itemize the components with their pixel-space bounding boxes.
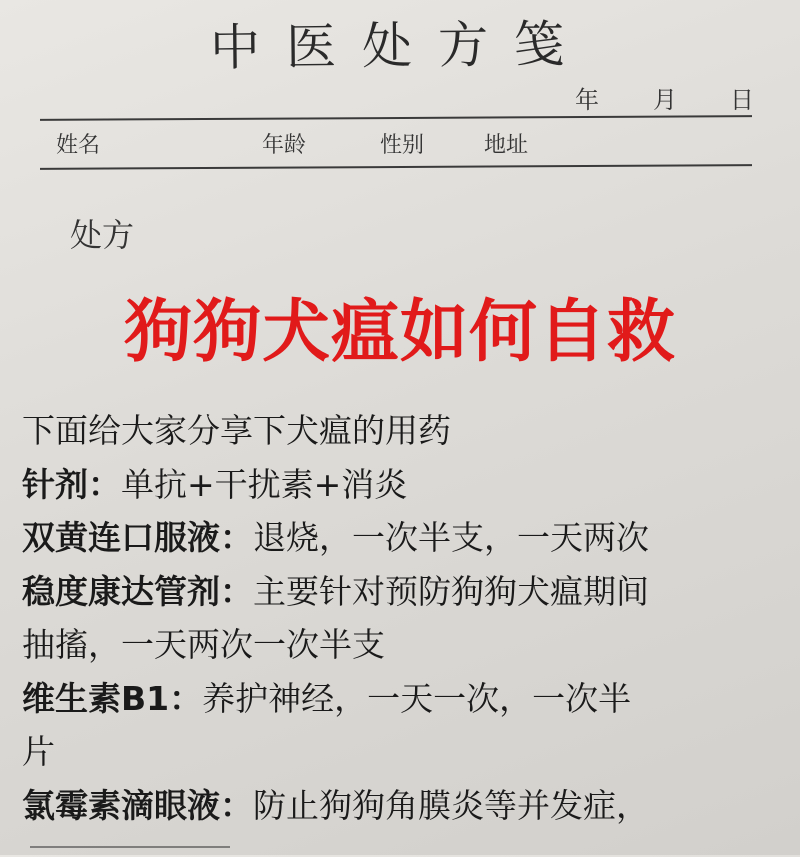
medication-item [22, 511, 792, 565]
medication-desc: 防止狗狗角膜炎等并发症， [253, 785, 649, 825]
date-day-label: 日 [730, 86, 754, 114]
medication-item [22, 565, 792, 619]
date-month-label: 月 [653, 86, 677, 114]
medication-desc-continued: 片 [22, 732, 55, 771]
medication-desc-continued: 抽搐，一天两次一次半支 [22, 625, 385, 664]
medication-item [22, 672, 792, 726]
field-address-label: 地址 [484, 133, 529, 158]
prescription-label: 处方 [70, 216, 135, 254]
date-year-label: 年 [575, 86, 599, 114]
prescription-form-header [0, 0, 800, 280]
medication-desc: 主要针对预防狗狗犬瘟期间 [253, 571, 649, 611]
medication-name: 氯霉素滴眼液： [22, 785, 253, 825]
prescription-content [22, 404, 792, 832]
form-title: 中医处方笺 [209, 15, 591, 77]
medication-desc: 退烧，一次半支，一天两次 [253, 518, 649, 557]
field-name-label: 姓名 [56, 133, 101, 158]
header-rule-top [40, 115, 752, 121]
medication-desc: 单抗+干扰素+消炎 [121, 464, 408, 504]
medication-name: 维生素B1： [22, 678, 203, 718]
medication-desc: 养护神经，一天一次，一次半 [202, 678, 632, 718]
intro-line: 下面给大家分享下犬瘟的用药 [22, 411, 451, 450]
date-row [575, 80, 765, 112]
header-rule-bottom [40, 164, 752, 170]
medication-name: 双黄连口服液： [22, 518, 253, 557]
medication-name: 稳度康达管剂： [22, 571, 253, 611]
medication-name: 针剂： [22, 464, 121, 504]
medication-item [22, 458, 792, 512]
field-gender-label: 性别 [380, 133, 425, 158]
cut-off-next-line [30, 846, 230, 857]
field-age-label: 年龄 [262, 133, 307, 158]
headline: 狗狗犬瘟如何自救 [123, 293, 676, 372]
medication-item [22, 779, 792, 833]
